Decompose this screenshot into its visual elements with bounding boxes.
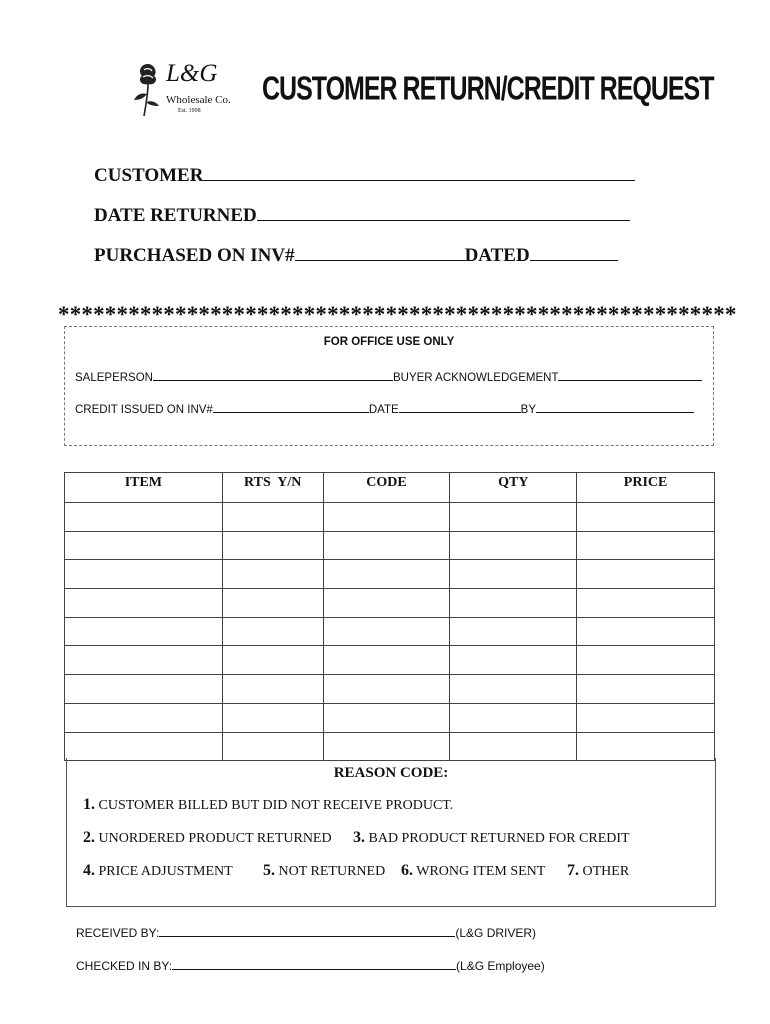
cell-qty[interactable] — [450, 589, 577, 618]
cell-code[interactable] — [323, 617, 450, 646]
reason-4 — [83, 862, 233, 880]
table-row — [65, 589, 715, 618]
table-header-row — [65, 473, 715, 503]
col-header-code: CODE — [323, 473, 450, 503]
reason-5-text: NOT RETURNED — [278, 864, 386, 879]
checked-in-by-line[interactable] — [172, 958, 456, 970]
form-title: CUSTOMER RETURN/CREDIT REQUEST — [262, 70, 714, 108]
cell-qty[interactable] — [450, 531, 577, 560]
reason-3-num: 3. — [353, 829, 365, 846]
cell-price[interactable] — [577, 675, 715, 704]
logo-subtitle: Wholesale Co. — [166, 94, 231, 106]
cell-price[interactable] — [577, 703, 715, 732]
reason-6 — [401, 862, 545, 880]
table-row — [65, 503, 715, 532]
credit-issued-row — [75, 401, 694, 416]
table-row — [65, 646, 715, 675]
cell-item[interactable] — [65, 560, 223, 589]
office-date-label: DATE — [368, 404, 399, 416]
received-by-label: RECEIVED BY: — [76, 926, 160, 940]
cell-code[interactable] — [323, 646, 450, 675]
reason-2-num: 2. — [83, 829, 95, 846]
reason-1-text: CUSTOMER BILLED BUT DID NOT RECEIVE PRODUCT. — [98, 798, 454, 813]
buyer-ack-label: BUYER ACKNOWLEDGEMENT — [392, 372, 559, 384]
cell-qty[interactable] — [450, 560, 577, 589]
star-divider: ********************************************************** — [58, 302, 737, 327]
customer-line[interactable] — [203, 162, 635, 181]
cell-rts[interactable] — [222, 503, 323, 532]
cell-item[interactable] — [65, 617, 223, 646]
cell-price[interactable] — [577, 503, 715, 532]
cell-price[interactable] — [577, 531, 715, 560]
received-by-row — [76, 925, 536, 940]
cell-item[interactable] — [65, 675, 223, 704]
cell-price[interactable] — [577, 560, 715, 589]
cell-price[interactable] — [577, 732, 715, 761]
reason-4-num: 4. — [83, 862, 95, 879]
purchased-inv-line[interactable] — [295, 242, 465, 261]
cell-code[interactable] — [323, 560, 450, 589]
credit-issued-line[interactable] — [213, 401, 369, 413]
items-table — [64, 472, 715, 761]
customer-field[interactable] — [94, 162, 635, 187]
cell-rts[interactable] — [222, 646, 323, 675]
received-by-role: (L&G DRIVER) — [455, 926, 537, 940]
cell-rts[interactable] — [222, 617, 323, 646]
cell-code[interactable] — [323, 732, 450, 761]
cell-code[interactable] — [323, 675, 450, 704]
cell-rts[interactable] — [222, 703, 323, 732]
cell-item[interactable] — [65, 531, 223, 560]
office-title: FOR OFFICE USE ONLY — [323, 336, 455, 348]
cell-price[interactable] — [577, 617, 715, 646]
table-row — [65, 675, 715, 704]
cell-item[interactable] — [65, 646, 223, 675]
date-returned-field[interactable] — [94, 202, 630, 227]
reason-2 — [83, 829, 332, 847]
customer-label: CUSTOMER — [94, 165, 204, 186]
company-logo — [132, 60, 232, 120]
checked-in-by-row — [76, 958, 545, 973]
cell-qty[interactable] — [450, 646, 577, 675]
col-header-item: ITEM — [65, 473, 223, 503]
reason-6-text: WRONG ITEM SENT — [416, 864, 546, 879]
logo-name: L&G — [166, 60, 218, 87]
checked-in-by-label: CHECKED IN BY: — [76, 959, 173, 973]
reason-7-num: 7. — [567, 862, 579, 879]
dated-label: DATED — [464, 245, 530, 266]
cell-item[interactable] — [65, 732, 223, 761]
table-row — [65, 732, 715, 761]
rose-icon — [132, 60, 166, 118]
cell-rts[interactable] — [222, 675, 323, 704]
purchased-inv-field[interactable] — [94, 242, 618, 267]
credit-issued-label: CREDIT ISSUED ON INV# — [75, 404, 213, 416]
reason-5-num: 5. — [263, 862, 275, 879]
cell-rts[interactable] — [222, 589, 323, 618]
table-row — [65, 617, 715, 646]
cell-item[interactable] — [65, 589, 223, 618]
checked-in-by-role: (L&G Employee) — [456, 959, 545, 973]
table-row — [65, 703, 715, 732]
reason-3-text: BAD PRODUCT RETURNED FOR CREDIT — [368, 831, 630, 846]
reason-7-text: OTHER — [582, 864, 630, 879]
cell-item[interactable] — [65, 703, 223, 732]
reason-6-num: 6. — [401, 862, 413, 879]
saleperson-line[interactable] — [153, 369, 393, 381]
reason-4-text: PRICE ADJUSTMENT — [98, 864, 233, 879]
cell-rts[interactable] — [222, 531, 323, 560]
reason-2-text: UNORDERED PRODUCT RETURNED — [98, 831, 332, 846]
office-date-line[interactable] — [399, 401, 521, 413]
cell-price[interactable] — [577, 646, 715, 675]
reason-title: REASON CODE: — [333, 765, 449, 781]
cell-item[interactable] — [65, 503, 223, 532]
table-row — [65, 531, 715, 560]
buyer-ack-line[interactable] — [558, 369, 702, 381]
cell-price[interactable] — [577, 589, 715, 618]
reason-1-num: 1. — [83, 796, 95, 813]
col-header-price: PRICE — [577, 473, 715, 503]
reason-code-box — [66, 758, 716, 907]
saleperson-row — [75, 369, 702, 384]
cell-code[interactable] — [323, 503, 450, 532]
cell-qty[interactable] — [450, 617, 577, 646]
col-header-qty: QTY — [450, 473, 577, 503]
reason-1 — [83, 796, 453, 814]
purchased-inv-label: PURCHASED ON INV# — [94, 245, 295, 266]
cell-code[interactable] — [323, 703, 450, 732]
cell-qty[interactable] — [450, 503, 577, 532]
office-use-box — [64, 326, 714, 446]
cell-rts[interactable] — [222, 560, 323, 589]
cell-qty[interactable] — [450, 675, 577, 704]
cell-rts[interactable] — [222, 732, 323, 761]
saleperson-label: SALEPERSON — [75, 372, 153, 384]
cell-qty[interactable] — [450, 732, 577, 761]
received-by-line[interactable] — [159, 925, 455, 937]
office-by-label: BY — [520, 404, 536, 416]
table-row — [65, 560, 715, 589]
date-returned-line[interactable] — [257, 202, 630, 221]
dated-line[interactable] — [530, 242, 618, 261]
col-header-rts: RTS Y/N — [222, 473, 323, 503]
cell-code[interactable] — [323, 531, 450, 560]
cell-qty[interactable] — [450, 703, 577, 732]
reason-3 — [353, 829, 630, 847]
cell-code[interactable] — [323, 589, 450, 618]
reason-5 — [263, 862, 385, 880]
logo-est: Est. 1998 — [178, 108, 201, 114]
office-by-line[interactable] — [536, 401, 694, 413]
reason-7 — [567, 862, 629, 880]
date-returned-label: DATE RETURNED — [94, 205, 257, 226]
